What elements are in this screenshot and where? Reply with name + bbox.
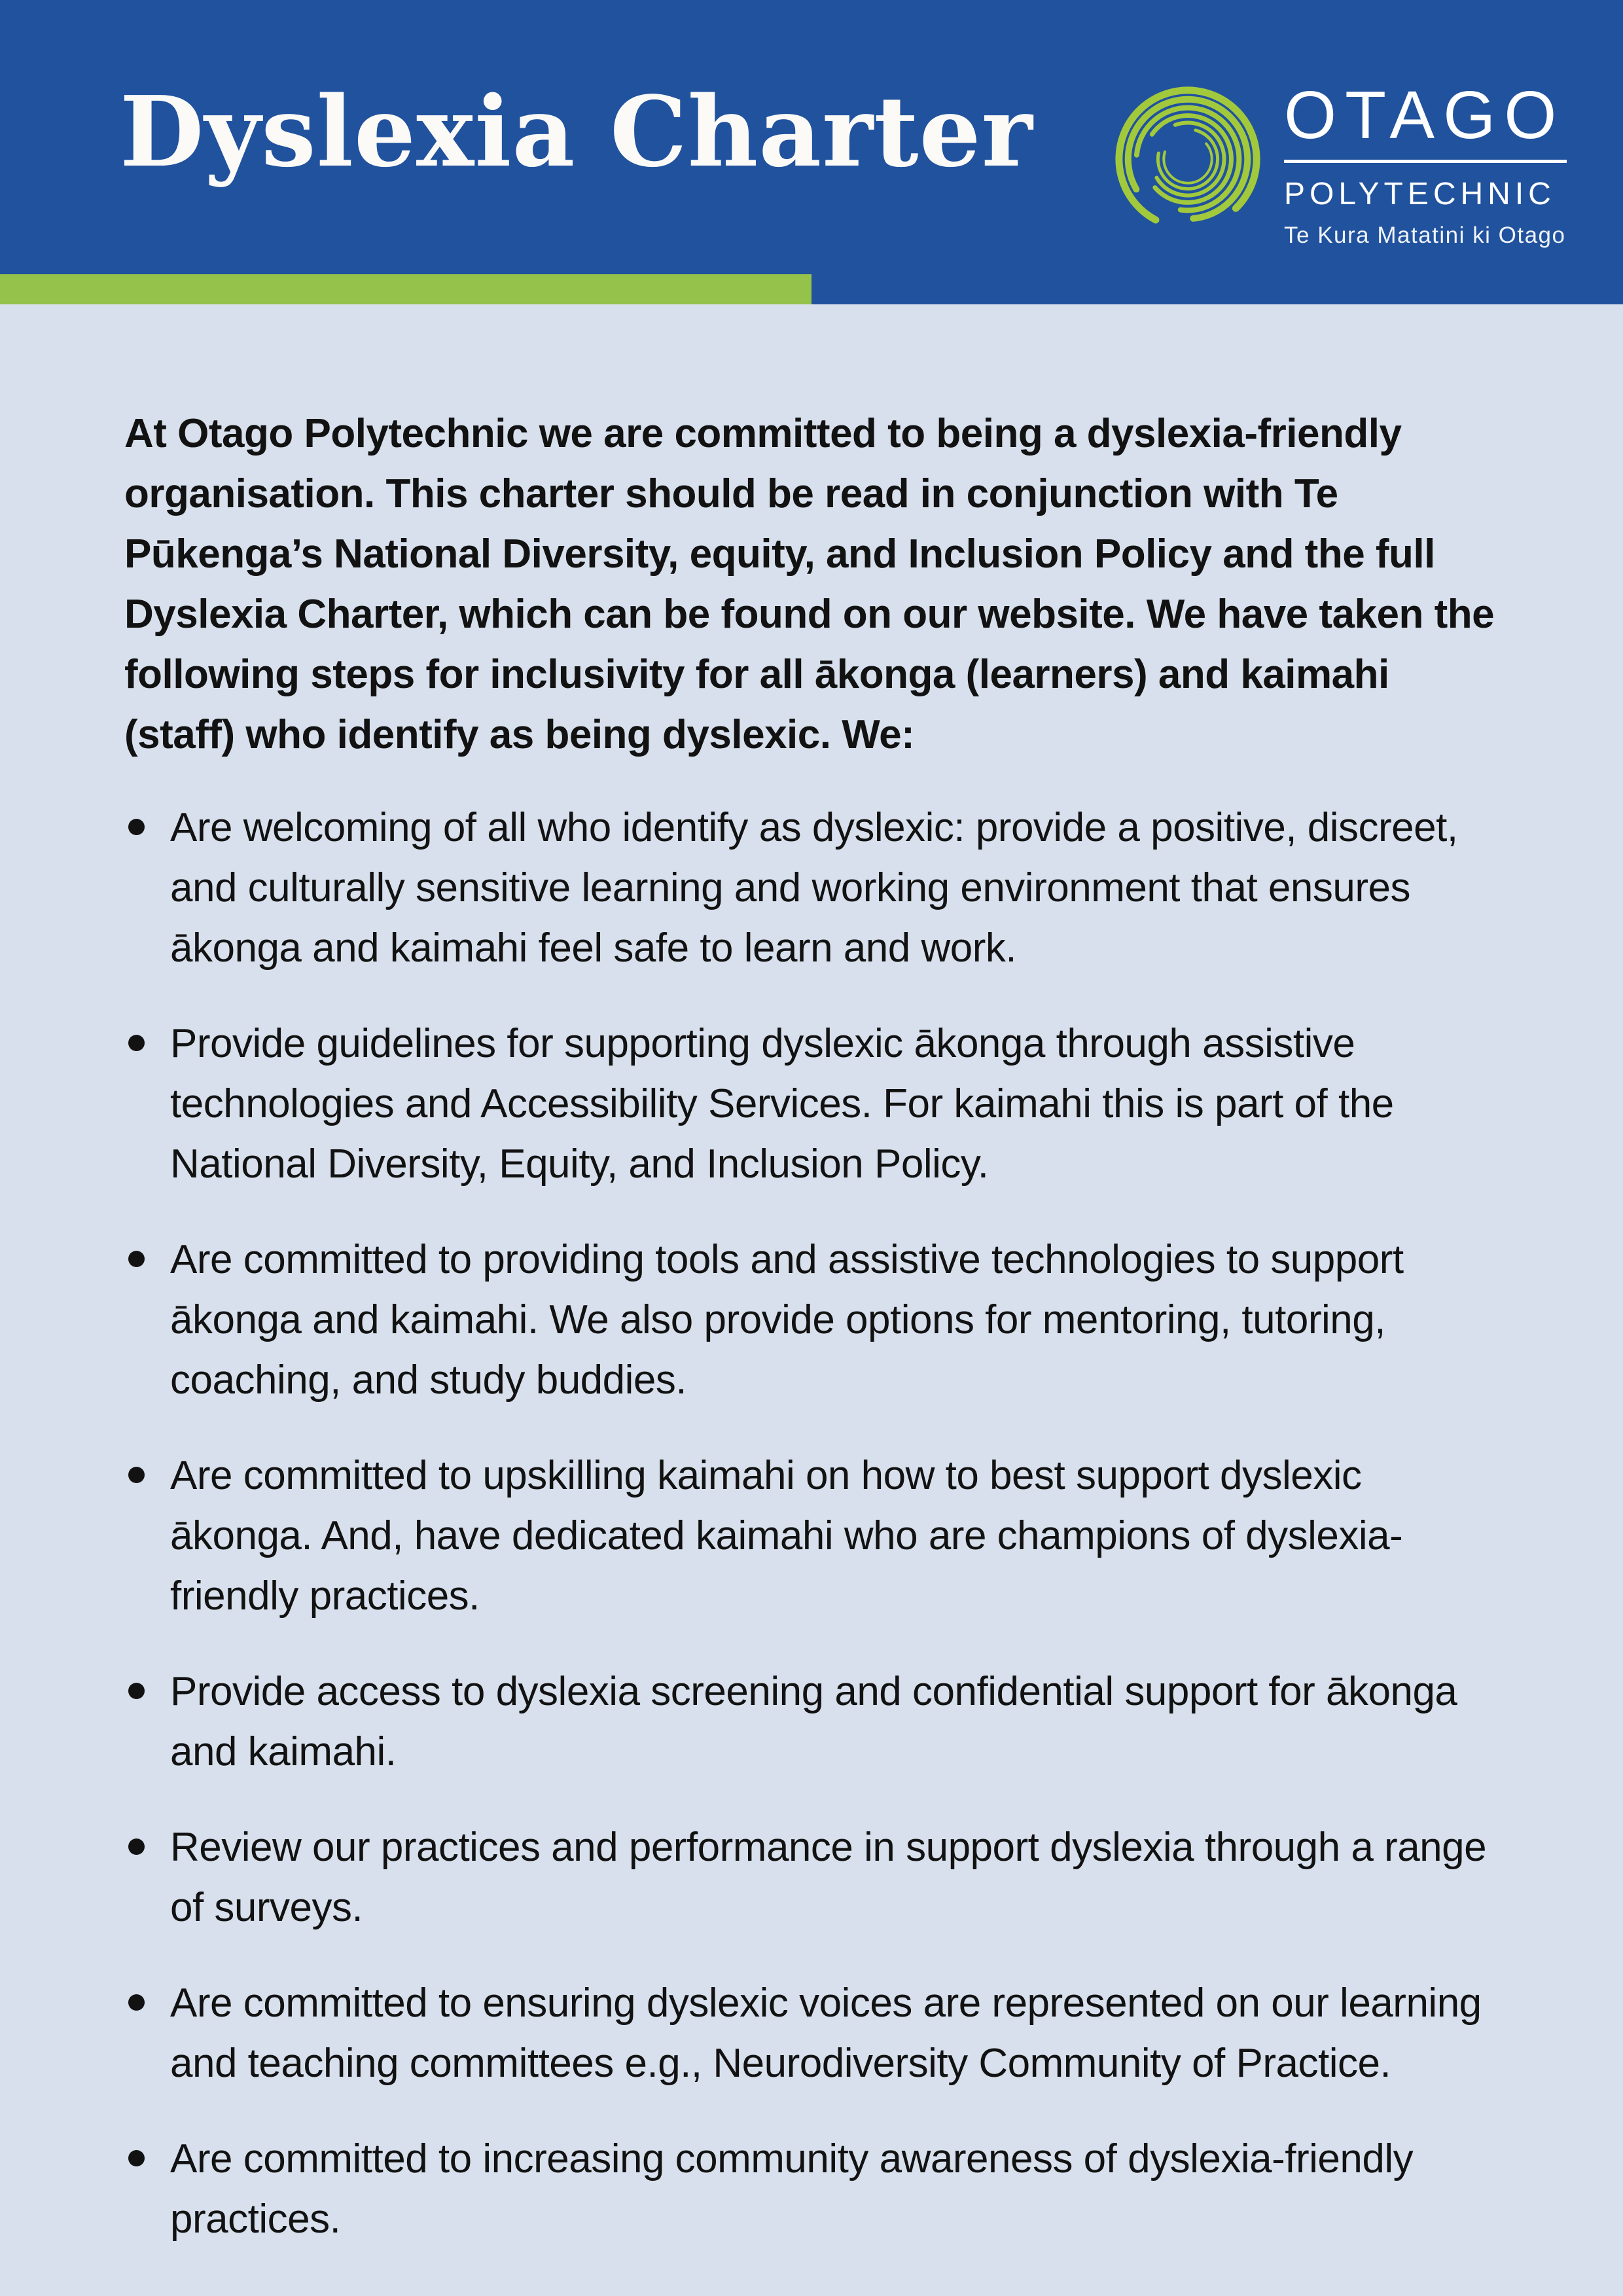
logo-divider [1284,160,1567,163]
list-item [124,1818,1507,1938]
list-item-text: Are committed to increasing community awareness of dyslexia-friendly practices. [170,2136,1414,2242]
bullet-icon [128,1683,145,1699]
list-item-text: Are committed to upskilling kaimahi on how to best support dyslexic ākonga. And, have dedicated kaimahi who are champions of dyslexia-friendly practices. [170,1453,1403,1619]
list-item-text: Are committed to ensuring dyslexic voices are represented on our learning and teaching committees e.g., Neurodiversity Community of Practice. [170,1981,1482,2086]
bullet-icon [128,819,145,835]
list-item-text: Are welcoming of all who identify as dyslexic: provide a positive, discreet, and culturally sensitive learning and working environment that ensures ākonga and kaimahi feel safe to learn and work. [170,805,1458,971]
list-item-text: Are committed to providing tools and assistive technologies to support ākonga and kaimahi. We also provide options for mentoring, tutoring, coaching, and study buddies. [170,1237,1404,1403]
list-item [124,798,1507,978]
logo-primary-wordmark: OTAGO [1284,77,1565,152]
otago-polytechnic-logo [1110,77,1571,249]
list-item-text: Provide guidelines for supporting dyslexic ākonga through assistive technologies and Accessibility Services. For kaimahi this is part of the National Diversity, Equity, and Inclusion Policy. [170,1021,1394,1187]
bullet-icon [128,1467,145,1483]
list-item [124,1230,1507,1410]
list-item [124,1014,1507,1194]
intro-paragraph: At Otago Polytechnic we are committed to being a dyslexia-friendly organisation. This charter should be read in conjunction with Te Pūkenga’s National Diversity, equity, and Inclusion Policy and the full Dyslexia Charter, which can be found on our website. We have taken the following steps for inclusivity for all ākonga (learners) and kaimahi (staff) who identify as being dyslexic. We: [124,411,1495,757]
list-item [124,1446,1507,1626]
list-item [124,2129,1507,2250]
logo-text [1284,77,1571,249]
list-item [124,1662,1507,1782]
list-item-text: Review our practices and performance in support dyslexia through a range of surveys. [170,1825,1487,1930]
list-item [124,1973,1507,2094]
bullet-icon [128,2150,145,2166]
page-title: Dyslexia Charter [120,75,1033,188]
koru-spiral-icon [1110,81,1266,237]
logo-maori-tagline: Te Kura Matatini ki Otago [1284,223,1566,249]
bullet-icon [128,1035,145,1051]
list-item-text: Provide access to dyslexia screening and confidential support for ākonga and kaimahi. [170,1669,1457,1774]
green-accent-bar [0,274,812,304]
charter-body [124,304,1507,2285]
bullet-icon [128,1839,145,1855]
logo-secondary-wordmark: POLYTECHNIC [1284,177,1556,212]
commitments-list [124,798,1507,2250]
bullet-icon [128,1251,145,1267]
bullet-icon [128,1994,145,2011]
header [0,0,1623,304]
